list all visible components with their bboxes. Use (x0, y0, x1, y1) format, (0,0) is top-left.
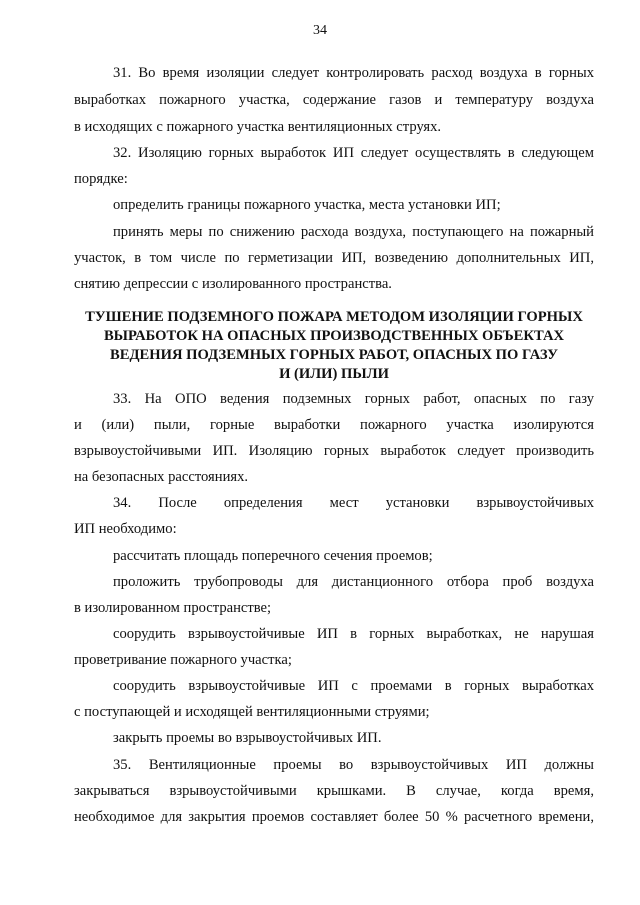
list-item-measures-line: принять меры по снижению расхода воздуха, поступающего на пожарный (113, 224, 594, 240)
paragraph-33-line: на безопасных расстояниях. (74, 469, 249, 485)
list-item-build1-line: проветривание пожарного участка; (74, 652, 292, 668)
list-item-build2-line: с поступающей и исходящей вентиляционными струями; (74, 704, 430, 720)
section-heading-line: ТУШЕНИЕ ПОДЗЕМНОГО ПОЖАРА МЕТОДОМ ИЗОЛЯЦИИ ГОРНЫХ (85, 309, 583, 325)
list-item-measures-line: участок, в том числе по герметизации ИП, возведению дополнительных ИП, (74, 250, 594, 266)
paragraph-33-line: 33. На ОПО ведения подземных горных работ, опасных по газу (113, 391, 594, 407)
list-item-pipes-line: проложить трубопроводы для дистанционного отбора проб воздуха (113, 574, 594, 590)
page-number: 34 (313, 23, 327, 38)
paragraph-33-line: и (или) пыли, горные выработки пожарного участка изолируются (74, 417, 594, 433)
list-item-build2-line: соорудить взрывоустойчивые ИП с проемами в горных выработках (113, 678, 594, 694)
list-item-build1-line: соорудить взрывоустойчивые ИП в горных выработках, не нарушая (113, 626, 594, 642)
paragraph-34-line: 34. После определения мест установки взрывоустойчивых (113, 495, 594, 511)
list-item-define: определить границы пожарного участка, места установки ИП; (113, 197, 501, 213)
paragraph-31-line: выработках пожарного участка, содержание газов и температуру воздуха (74, 92, 594, 108)
paragraph-32-line: 32. Изоляцию горных выработок ИП следует осуществлять в следующем (113, 145, 594, 161)
paragraph-34-line: ИП необходимо: (74, 521, 177, 537)
paragraph-32-line: порядке: (74, 171, 128, 187)
section-heading-line: И (ИЛИ) ПЫЛИ (279, 366, 389, 382)
paragraph-35-line: 35. Вентиляционные проемы во взрывоустойчивых ИП должны (113, 757, 594, 773)
paragraph-31-line: 31. Во время изоляции следует контролировать расход воздуха в горных (113, 65, 594, 81)
section-heading-line: ВЕДЕНИЯ ПОДЗЕМНЫХ ГОРНЫХ РАБОТ, ОПАСНЫХ ПО ГАЗУ (110, 347, 558, 363)
list-item-pipes-line: в изолированном пространстве; (74, 600, 272, 616)
list-item-calc: рассчитать площадь поперечного сечения проемов; (113, 548, 433, 564)
paragraph-35-line: необходимое для закрытия проемов составляет более 50 % расчетного времени, (74, 809, 594, 825)
paragraph-35-line: закрываться взрывоустойчивыми крышками. В случае, когда время, (74, 783, 594, 799)
paragraph-33-line: взрывоустойчивыми ИП. Изоляцию горных выработок следует производить (74, 443, 594, 459)
section-heading (74, 308, 594, 384)
list-item-measures-line: снятию депрессии с изолированного пространства. (74, 276, 392, 292)
section-heading-line: ВЫРАБОТОК НА ОПАСНЫХ ПРОИЗВОДСТВЕННЫХ ОБЪЕКТАХ (103, 328, 565, 344)
list-item-close: закрыть проемы во взрывоустойчивых ИП. (113, 730, 382, 746)
paragraph-31-line: в исходящих с пожарного участка вентиляционных струях. (74, 119, 442, 135)
